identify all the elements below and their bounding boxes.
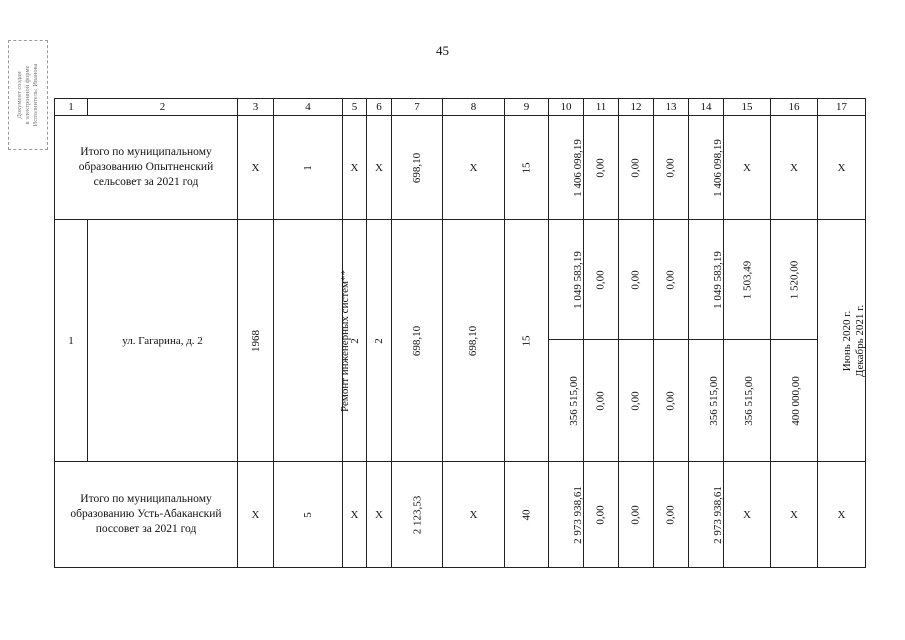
work-type: Ремонт инженерных систем** <box>338 269 351 412</box>
cell <box>505 462 549 568</box>
col-header: 3 <box>238 99 274 116</box>
cell <box>392 462 443 568</box>
cell <box>549 340 584 462</box>
cell: Х <box>818 116 866 220</box>
cell-value: 356 515,00 <box>707 375 720 426</box>
total-label: Итого по муниципальному образованию Усть-Абаканский поссовет за 2021 год <box>55 462 238 568</box>
item-row <box>55 220 866 340</box>
cell: Х <box>238 462 274 568</box>
cell <box>274 462 343 568</box>
cell-value: 1 049 583,19 <box>711 250 724 309</box>
cell <box>392 220 443 462</box>
cell: Х <box>771 116 818 220</box>
cell-value: 1 406 098,19 <box>711 138 724 197</box>
cell <box>367 220 392 462</box>
cell <box>689 116 724 220</box>
period-end: Декабрь 2021 г. <box>854 304 867 377</box>
col-header: 13 <box>654 99 689 116</box>
page-number: 45 <box>436 43 449 58</box>
cell-value: 2 973 938,61 <box>571 485 584 544</box>
cell: Х <box>818 462 866 568</box>
registration-stamp <box>8 40 48 150</box>
col-header: 10 <box>549 99 584 116</box>
cell-value: 0,00 <box>630 157 642 178</box>
stamp-line: Документ создан <box>16 71 23 119</box>
cell-value: 0,00 <box>595 157 607 178</box>
cell: Х <box>343 462 367 568</box>
cell <box>654 340 689 462</box>
cell-value: 0,00 <box>595 269 607 290</box>
cell <box>392 116 443 220</box>
cell-value: 2 973 938,61 <box>711 485 724 544</box>
cell <box>584 462 619 568</box>
col-header: 14 <box>689 99 724 116</box>
cell-value: 5 <box>302 511 314 518</box>
cell <box>505 220 549 462</box>
item-number: 1 <box>55 220 88 462</box>
cell-value: 40 <box>520 509 533 520</box>
cell-value: 0,00 <box>665 269 677 290</box>
period-cell <box>818 220 866 462</box>
cell <box>619 340 654 462</box>
cell: Х <box>367 462 392 568</box>
col-header: 17 <box>818 99 866 116</box>
cell <box>619 462 654 568</box>
cell: Х <box>443 462 505 568</box>
total-label: Итого по муниципальному образованию Опытненский сельсовет за 2021 год <box>55 116 238 220</box>
cell <box>584 340 619 462</box>
col-header: 9 <box>505 99 549 116</box>
cell <box>724 340 771 462</box>
cell <box>654 116 689 220</box>
col-header: 6 <box>367 99 392 116</box>
cell-value: 2 <box>373 337 385 344</box>
cell-value: 356 515,00 <box>742 375 755 426</box>
cell-value: 0,00 <box>630 269 642 290</box>
cell-value: 15 <box>520 162 533 173</box>
cell-value: 1 406 098,19 <box>571 138 584 197</box>
col-header: 8 <box>443 99 505 116</box>
cell <box>549 116 584 220</box>
cell: Х <box>367 116 392 220</box>
cell <box>771 220 818 340</box>
total-row <box>55 462 866 568</box>
col-header: 2 <box>88 99 238 116</box>
period-start: Июнь 2020 г. <box>841 310 854 371</box>
col-header: 11 <box>584 99 619 116</box>
cell <box>584 116 619 220</box>
cell <box>549 462 584 568</box>
cell: Х <box>238 116 274 220</box>
cell <box>584 220 619 340</box>
col-header: 16 <box>771 99 818 116</box>
cell: Х <box>343 116 367 220</box>
cell-value: 0,00 <box>630 390 642 411</box>
cell <box>619 220 654 340</box>
cell-value: 15 <box>520 335 533 346</box>
col-header: 5 <box>343 99 367 116</box>
cell <box>619 116 654 220</box>
cell <box>238 220 274 462</box>
cell <box>654 462 689 568</box>
cell-value: 2 123,53 <box>411 495 423 534</box>
header-row <box>55 99 866 116</box>
cell <box>654 220 689 340</box>
cell <box>274 116 343 220</box>
cell <box>689 462 724 568</box>
cell: Х <box>443 116 505 220</box>
cell: Х <box>771 462 818 568</box>
col-header: 4 <box>274 99 343 116</box>
cell-value: 356 515,00 <box>567 375 580 426</box>
stamp-line: в электронной форме <box>24 65 31 125</box>
cell <box>443 220 505 462</box>
cell-value: 1 049 583,19 <box>571 250 584 309</box>
col-header: 1 <box>55 99 88 116</box>
total-row <box>55 116 866 220</box>
cell <box>689 340 724 462</box>
cell-value: 1 520,00 <box>788 260 800 299</box>
cell-value: 698,10 <box>411 325 423 356</box>
cell <box>505 116 549 220</box>
cell-value: 0,00 <box>595 504 607 525</box>
cell-value: 0,00 <box>665 157 677 178</box>
col-header: 7 <box>392 99 443 116</box>
cell-value: 400 000,00 <box>789 375 802 426</box>
cell <box>724 220 771 340</box>
cell-value: 0,00 <box>665 504 677 525</box>
build-year: 1968 <box>249 329 262 352</box>
cell-value: 2 <box>348 337 361 344</box>
cell <box>771 340 818 462</box>
cell-value: 0,00 <box>630 504 642 525</box>
col-header: 12 <box>619 99 654 116</box>
cell <box>689 220 724 340</box>
col-header: 15 <box>724 99 771 116</box>
cell-value: 1 <box>302 164 314 171</box>
cell <box>549 220 584 340</box>
cell: Х <box>724 116 771 220</box>
cell-value: 0,00 <box>665 390 677 411</box>
repair-program-table <box>54 98 866 568</box>
period-text <box>841 304 867 376</box>
cell: Х <box>724 462 771 568</box>
item-address: ул. Гагарина, д. 2 <box>88 220 238 462</box>
cell-value: 698,10 <box>467 325 480 356</box>
cell-value: 0,00 <box>595 390 607 411</box>
stamp-text <box>16 64 40 127</box>
stamp-line: Исполнитель: Иванова <box>32 63 39 127</box>
cell-value: 698,10 <box>411 152 423 183</box>
cell-value: 1 503,49 <box>741 260 753 299</box>
cell <box>274 220 351 462</box>
